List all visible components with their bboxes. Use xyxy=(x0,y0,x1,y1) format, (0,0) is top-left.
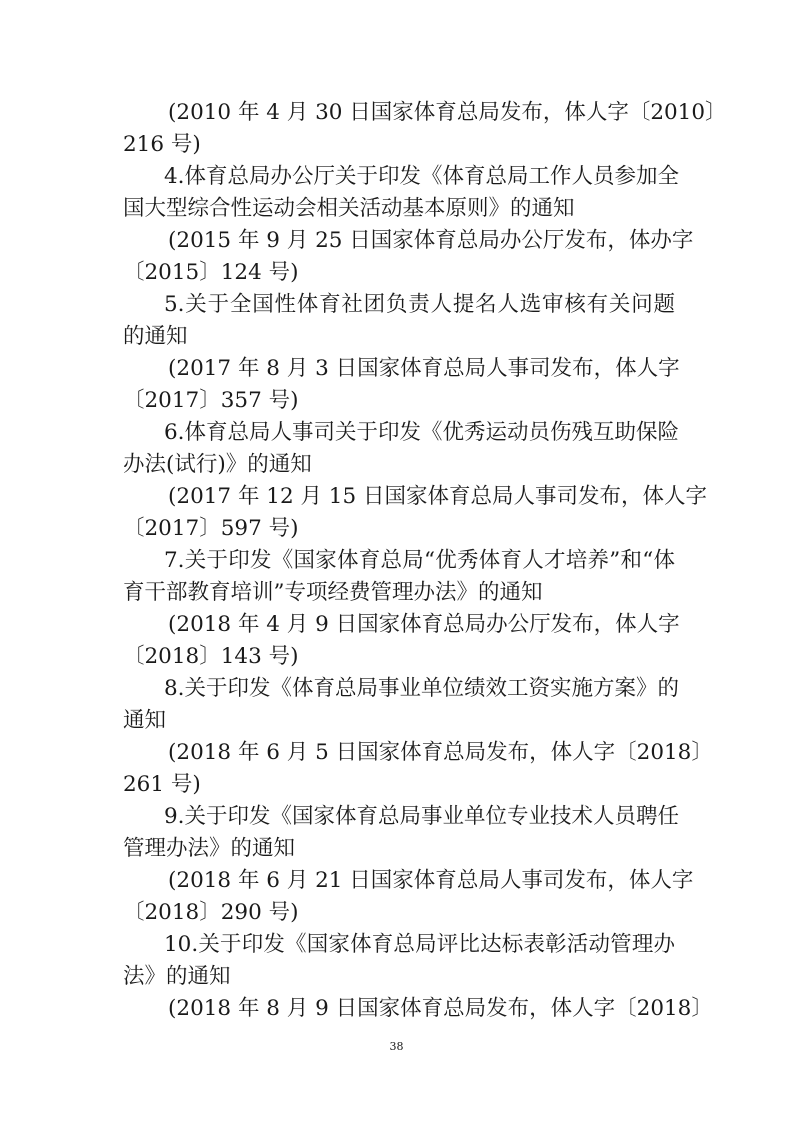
publish-line: 〔2015〕124 号) xyxy=(123,260,299,285)
entry-title-line: 办法(试行)》的通知 xyxy=(123,452,312,477)
publish-line: 216 号) xyxy=(123,132,201,157)
entry-title-line: 管理办法》的通知 xyxy=(123,836,296,861)
entry-title-line: 法》的通知 xyxy=(123,964,231,989)
entry-title-line: 国大型综合性运动会相关活动基本原则》的通知 xyxy=(123,196,575,221)
page-number: 38 xyxy=(389,1040,404,1053)
entry-title-line: 5.关于全国性体育社团负责人提名人选审核有关问题 xyxy=(164,292,675,317)
publish-line: (2015 年 9 月 25 日国家体育总局办公厅发布，体办字 xyxy=(168,228,694,253)
entry-title-line: 通知 xyxy=(123,708,167,733)
publish-line: 〔2017〕357 号) xyxy=(123,388,299,413)
entry-title-line: 4.体育总局办公厅关于印发《体育总局工作人员参加全 xyxy=(164,164,680,189)
entry-title-line: 8.关于印发《体育总局事业单位绩效工资实施方案》的 xyxy=(164,676,680,701)
entry-title-line: 9.关于印发《国家体育总局事业单位专业技术人员聘任 xyxy=(164,804,680,829)
publish-line: (2018 年 4 月 9 日国家体育总局办公厅发布，体人字 xyxy=(168,612,680,637)
publish-line: (2017 年 12 月 15 日国家体育总局人事司发布，体人字 xyxy=(168,484,707,509)
publish-line: (2010 年 4 月 30 日国家体育总局发布，体人字〔2010〕 xyxy=(168,100,727,125)
publish-line: (2017 年 8 月 3 日国家体育总局人事司发布，体人字 xyxy=(168,356,680,381)
publish-line: (2018 年 6 月 21 日国家体育总局人事司发布，体人字 xyxy=(168,868,694,893)
publish-line: (2018 年 6 月 5 日国家体育总局发布，体人字〔2018〕 xyxy=(168,740,713,765)
publish-line: 〔2017〕597 号) xyxy=(123,516,299,541)
entry-title-line: 10.关于印发《国家体育总局评比达标表彰活动管理办 xyxy=(164,932,675,957)
entry-title-line: 7.关于印发《国家体育总局“优秀体育人才培养”和“体 xyxy=(164,548,675,573)
publish-line: 261 号) xyxy=(123,772,201,797)
entry-title-line: 育干部教育培训”专项经费管理办法》的通知 xyxy=(123,580,543,605)
publish-line: 〔2018〕290 号) xyxy=(123,900,299,925)
entry-title-line: 6.体育总局人事司关于印发《优秀运动员伤残互助保险 xyxy=(164,420,680,445)
entry-title-line: 的通知 xyxy=(123,324,188,349)
publish-line: 〔2018〕143 号) xyxy=(123,644,299,669)
publish-line: (2018 年 8 月 9 日国家体育总局发布，体人字〔2018〕 xyxy=(168,996,713,1021)
